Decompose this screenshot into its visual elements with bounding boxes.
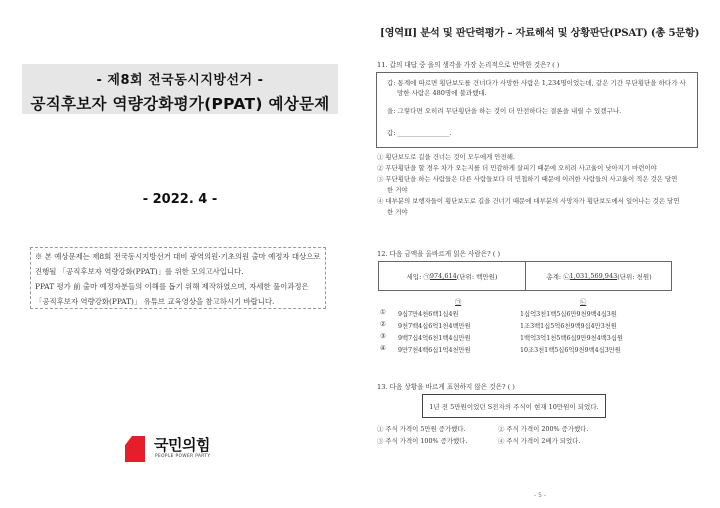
unit: (단위: 백만원) [456, 272, 498, 281]
q13-option-2: ② 주식 가격이 200% 증가했다. [498, 425, 589, 433]
title-line-2: 공직후보자 역량강화평가(PPAT) 예상문제 [30, 95, 330, 113]
row-num: ④ [380, 345, 386, 352]
answer-row [380, 321, 710, 333]
column-a: ㉠ [455, 299, 462, 306]
reading-b: 1십억3천1백5십6만9천9백4십3원 [520, 311, 617, 318]
q13-option-1: ① 주식 가격이 5만원 증가했다. [377, 425, 466, 433]
notice-line: ※ 본 예상문제는 제8회 전국동시지방선거 대비 광역의원·기초의원 출마 예정자 대상으로 [35, 252, 321, 261]
dialogue-box [376, 72, 698, 148]
answer-row [380, 345, 710, 357]
amount-value: 974,614 [429, 272, 457, 280]
q11-option-4: ④ 대부분의 보행자들이 횡단보도로 길을 건너기 때문에 대부분의 사망자가 횡단보도에서 일어나는 것은 당연 [377, 197, 680, 205]
reading-a: 9백7십4억6천1백4십만원 [398, 335, 471, 342]
reading-b: 1백억3억1천5백6십9만9천4백3십원 [520, 335, 623, 342]
title-line-1: - 제8회 전국동시지방선거 - [96, 73, 264, 88]
label: 세입: ㉠ [406, 272, 430, 281]
question-13: 13. 다음 상황을 바르게 표현하지 않은 것은? ( ) [377, 383, 515, 391]
reading-a: 9십7만4천6백1십4원 [398, 311, 459, 318]
q11-option-3: ③ 무단횡단을 하는 사람들은 다른 사람들보다 더 민첩하기 때문에 이러한 사람들의 사고율이 적은 것은 당연 [377, 175, 678, 183]
section-header: [영역Ⅱ] 분석 및 판단력평가 – 자료해석 및 상황판단(PSAT) (총 5문항) [380, 27, 700, 39]
situation-text: 1년 전 5만원이었던 S전자의 주식이 현재 10만원이 되었다. [429, 402, 599, 411]
party-logo [122, 434, 242, 464]
question-12: 12. 다음 금액을 올바르게 읽은 사람은? ( ) [377, 250, 501, 258]
page-number: - 5 - [534, 492, 546, 499]
amount-right [526, 262, 672, 290]
reading-a: 9천7백4십6억1천4백만원 [398, 323, 471, 330]
reading-b: 10조3천1백5십6억9천9백4십3만원 [520, 347, 621, 354]
answer-row [380, 309, 710, 321]
party-name-en: PEOPLE POWER PARTY [155, 454, 211, 459]
question-11: 11. 갑의 대답 중 을의 생각을 가장 논리적으로 반박한 것은? ( ) [377, 61, 560, 69]
answer-table-header [380, 297, 710, 309]
dialogue-line: 갑: ________________. [387, 129, 452, 137]
answer-row [380, 333, 710, 345]
title-box [22, 64, 338, 114]
notice-line: PPAT 평가 前 출마 예정자분들의 이해를 돕기 위해 제작하였으며, 자세한 풀이과정은 [35, 282, 309, 291]
row-num: ③ [380, 333, 386, 340]
situation-box [422, 394, 606, 418]
right-page [360, 0, 720, 508]
dialogue-line: 망한 사람은 480명에 불과했대. [397, 89, 487, 97]
party-name-ko: 국민의힘 [154, 436, 210, 454]
party-logo-icon [125, 436, 145, 462]
q11-option-4-cont: 한 거야 [387, 208, 408, 216]
q11-option-1: ① 횡단보도로 길을 건너는 것이 모두에게 안전해. [377, 153, 515, 161]
label: 총계: ㉡ [546, 272, 570, 281]
row-num: ② [380, 321, 386, 328]
q13-option-4: ④ 주식 가격이 2배가 되었다. [498, 437, 581, 445]
q13-option-3: ③ 주식 가격이 100% 증가했다. [377, 437, 468, 445]
q11-option-2: ② 무단횡단을 할 경우 차가 오는지를 더 민감하게 살피기 때문에 오히려 사고율이 낮아지기 마련이야 [377, 164, 657, 172]
notice-line: 진행될 「공직후보자 역량강화(PPAT)」를 위한 모의고사입니다. [35, 267, 244, 276]
notice-box [30, 247, 326, 309]
unit: (단위: 천원) [617, 272, 652, 281]
reading-b: 1조3백1십5억6천9백9십4만3천원 [520, 323, 617, 330]
dialogue-line: 갑: 통계에 따르면 횡단보도를 건너다가 사망한 사람은 1,234명이었는데, 같은 기간 무단횡단을 하다가 사 [387, 79, 686, 87]
dialogue-line: 을: 그렇다면 오히려 무단횡단을 하는 것이 더 안전하다는 결론을 내릴 수 있겠구나. [387, 107, 622, 115]
amount-value: 1,031,569,943 [569, 272, 618, 280]
reading-a: 9만7천4백6십1억4천만원 [398, 347, 471, 354]
row-num: ① [380, 309, 386, 316]
amount-box [378, 261, 672, 291]
notice-line: 「공직후보자 역량강화(PPAT)」 유튜브 교육영상을 참고하시기 바랍니다. [35, 297, 275, 306]
date: - 2022. 4 - [142, 192, 218, 207]
amount-left [379, 262, 526, 290]
column-b: ㉡ [580, 299, 587, 306]
q11-option-3-cont: 한 거야 [387, 186, 408, 194]
